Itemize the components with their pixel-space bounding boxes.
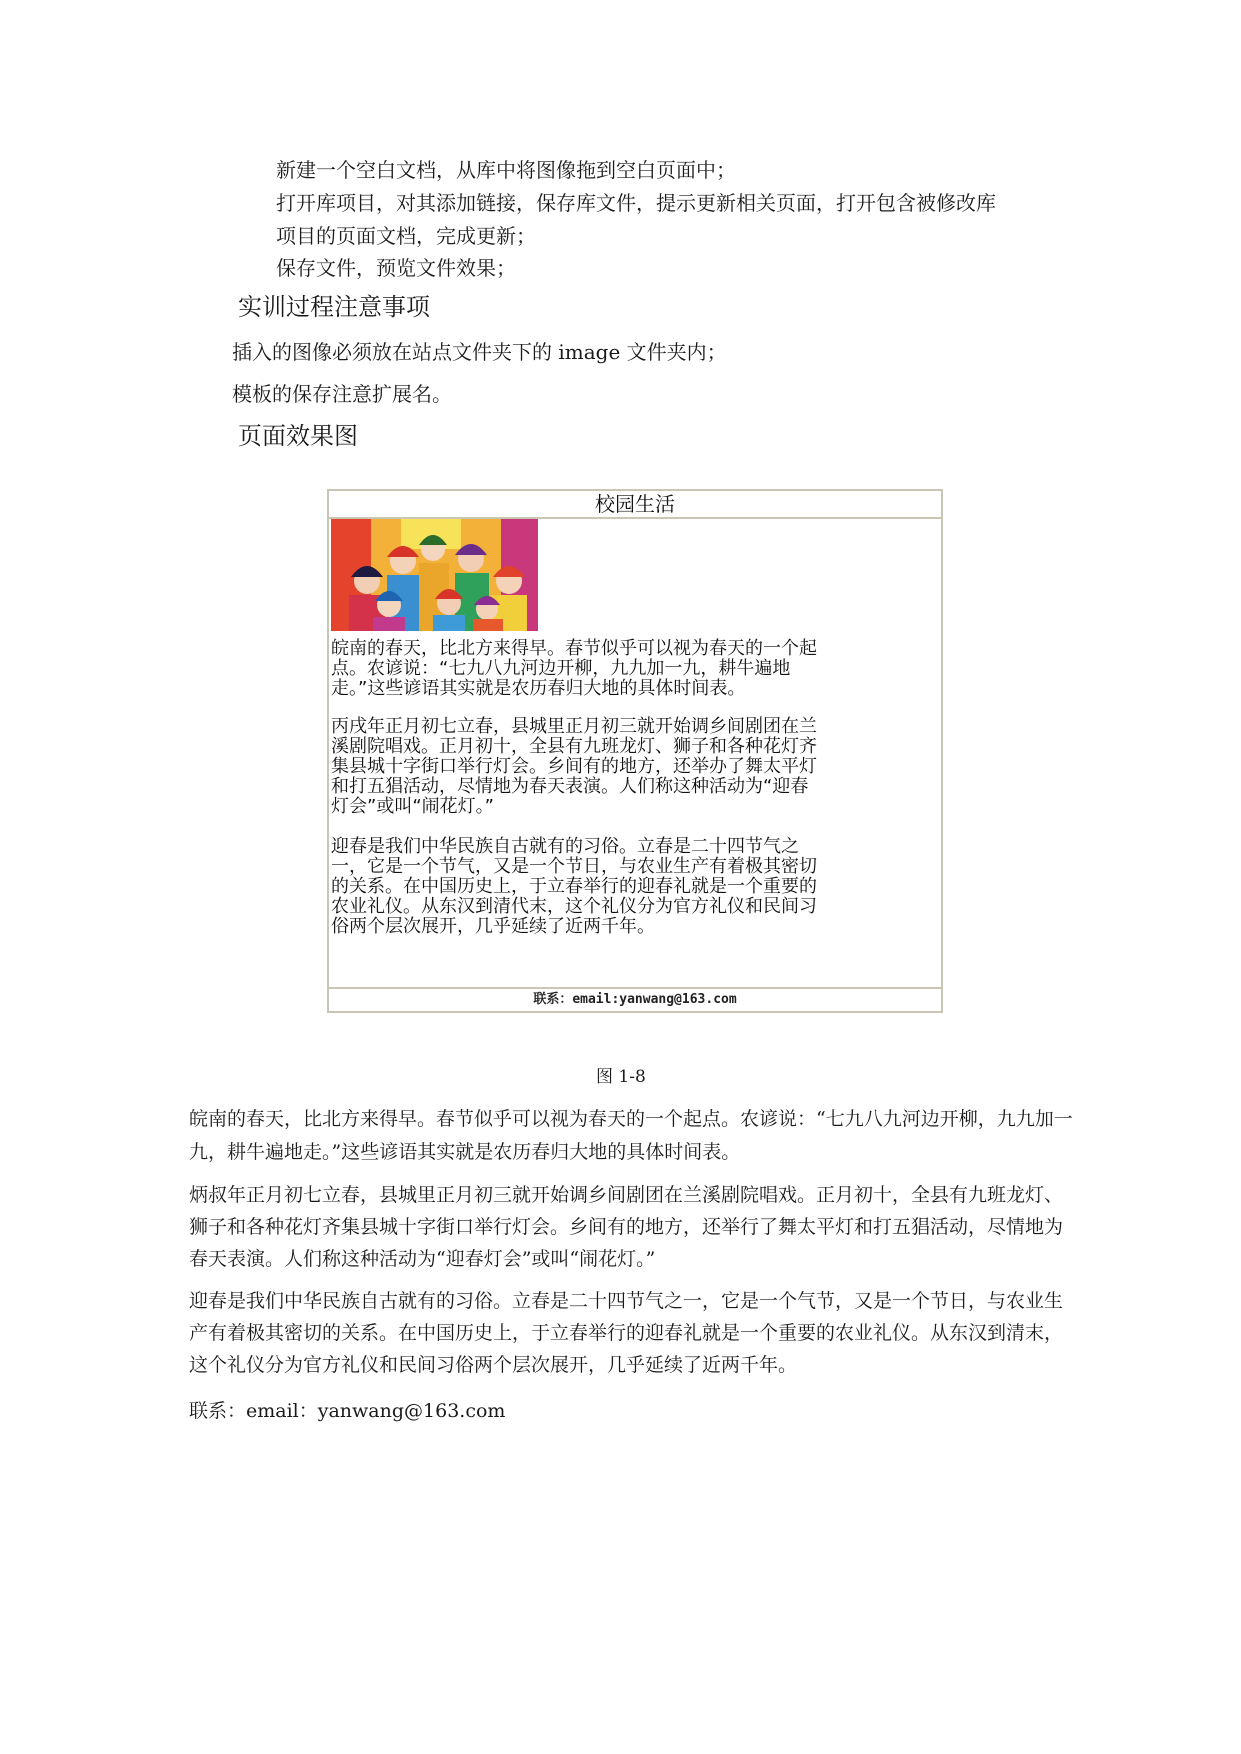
preview-paragraph-2	[331, 717, 921, 817]
body-paragraph-1	[189, 1103, 1073, 1169]
group-photo-illustration	[331, 519, 538, 631]
preview-text-line: 走。”这些谚语其实就是农历春归大地的具体时间表。	[331, 678, 746, 699]
body-text-line: 皖南的春天，比北方来得早。春节似乎可以视为春天的一个起点。农谚说：“七九八九河边开柳，九九加一	[189, 1108, 1073, 1130]
contact-line: 联系：email：yanwang@163.com	[189, 1400, 506, 1422]
body-text-line: 迎春是我们中华民族自古就有的习俗。立春是二十四节气之一，它是一个气节，又是一个节日，与农业生	[189, 1290, 1064, 1312]
note-line-2: 模板的保存注意扩展名。	[232, 382, 452, 406]
preview-title: 校园生活	[329, 491, 941, 519]
step-line-4: 保存文件，预览文件效果；	[276, 256, 516, 280]
preview-paragraph-1	[331, 639, 921, 699]
preview-text-line: 农业礼仪。从东汉到清代末，这个礼仪分为官方礼仪和民间习	[331, 896, 817, 917]
group-photo	[331, 519, 538, 631]
preview-text-line: 迎春是我们中华民族自古就有的习俗。立春是二十四节气之	[331, 836, 799, 857]
step-line-3: 项目的页面文档，完成更新；	[276, 224, 536, 248]
body-text-line: 狮子和各种花灯齐集县城十字街口举行灯会。乡间有的地方，还举行了舞太平灯和打五猖活动，尽情地为	[189, 1216, 1064, 1238]
preview-text-line: 一，它是一个节气，又是一个节日，与农业生产有着极其密切	[331, 856, 817, 877]
body-text-line: 九，耕牛遍地走。”这些谚语其实就是农历春归大地的具体时间表。	[189, 1141, 741, 1163]
preview-text-line: 点。农谚说：“七九八九河边开柳，九九加一九，耕牛遍地	[331, 658, 791, 679]
preview-text-line: 的关系。在中国历史上，于立春举行的迎春礼就是一个重要的	[331, 876, 817, 897]
page-preview	[327, 489, 943, 1013]
step-line-1: 新建一个空白文档，从库中将图像拖到空白页面中；	[276, 158, 736, 182]
step-line-2: 打开库项目，对其添加链接，保存库文件，提示更新相关页面，打开包含被修改库	[276, 191, 996, 215]
preview-text-line: 集县城十字街口举行灯会。乡间有的地方，还举办了舞太平灯	[331, 756, 817, 777]
note-line-1: 插入的图像必须放在站点文件夹下的 image 文件夹内；	[232, 340, 727, 364]
preview-paragraph-3	[331, 837, 921, 937]
figure-caption: 图 1-8	[596, 1067, 646, 1087]
body-text-line: 产有着极其密切的关系。在中国历史上，于立春举行的迎春礼就是一个重要的农业礼仪。从东汉到清末，	[189, 1322, 1064, 1344]
preview-text-line: 皖南的春天，比北方来得早。春节似乎可以视为春天的一个起	[331, 638, 817, 659]
preview-text-line: 溪剧院唱戏。正月初十，全县有九班龙灯、狮子和各种花灯齐	[331, 736, 817, 757]
body-text-line: 这个礼仪分为官方礼仪和民间习俗两个层次展开，几乎延续了近两千年。	[189, 1354, 798, 1376]
body-paragraph-3	[189, 1285, 1064, 1381]
notes-heading: 实训过程注意事项	[238, 293, 430, 321]
body-paragraph-2	[189, 1179, 1064, 1275]
body-text-line: 春天表演。人们称这种活动为“迎春灯会”或叫“闹花灯。”	[189, 1248, 656, 1270]
body-text-line: 炳叔年正月初七立春，县城里正月初三就开始调乡间剧团在兰溪剧院唱戏。正月初十，全县有九班龙灯、	[189, 1184, 1064, 1206]
preview-text-line: 灯会”或叫“闹花灯。”	[331, 796, 494, 817]
preview-footer: 联系：email:yanwang@163.com	[329, 987, 941, 1011]
result-heading: 页面效果图	[238, 422, 358, 450]
preview-text-line: 和打五猖活动，尽情地为春天表演。人们称这种活动为“迎春	[331, 776, 809, 797]
preview-text-line: 丙戌年正月初七立春，县城里正月初三就开始调乡间剧团在兰	[331, 716, 817, 737]
preview-text-line: 俗两个层次展开，几乎延续了近两千年。	[331, 916, 655, 937]
